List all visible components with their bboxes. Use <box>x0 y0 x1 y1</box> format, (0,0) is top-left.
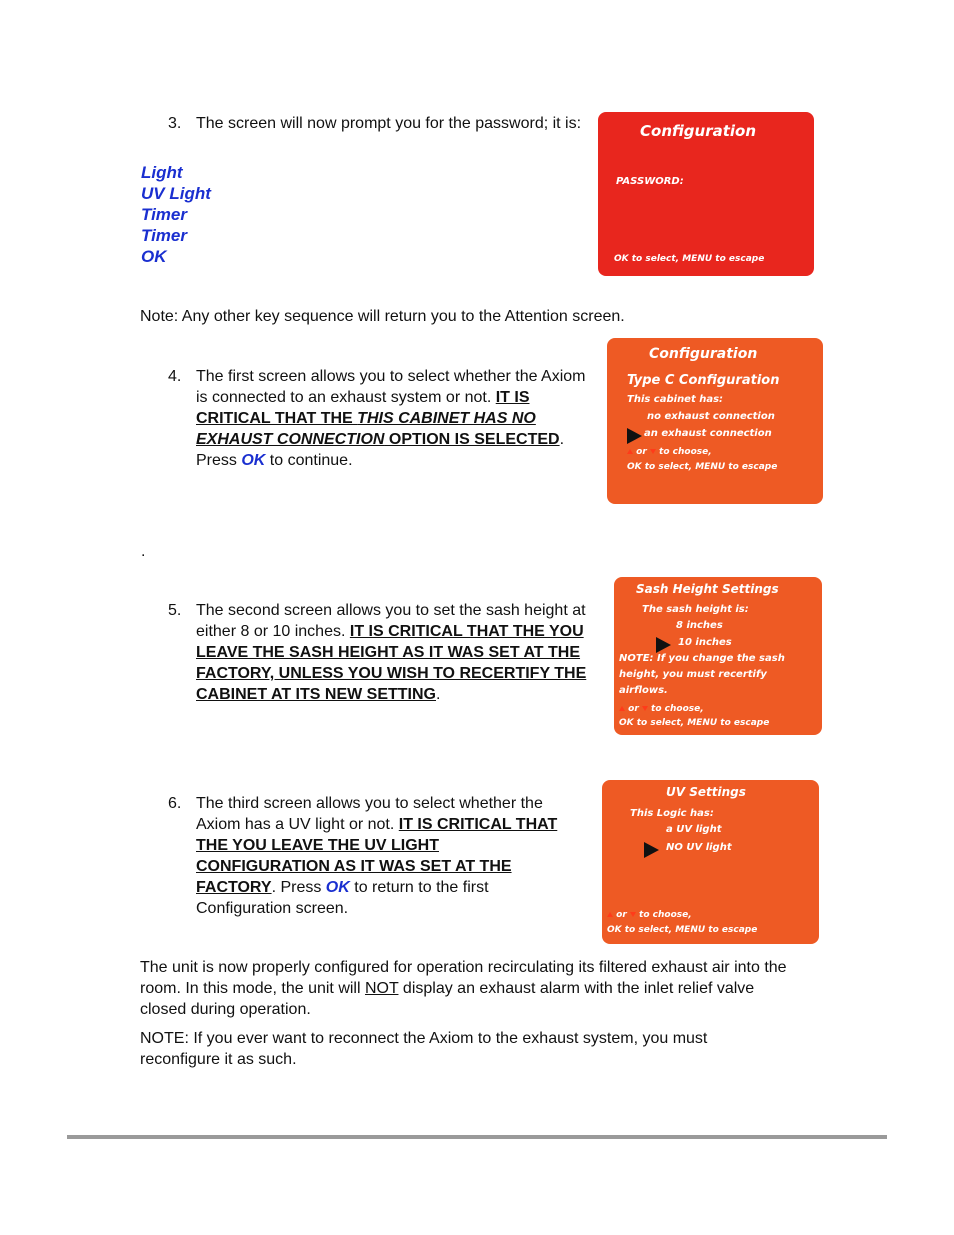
nav-choose: to choose, <box>639 910 692 920</box>
step-text: . <box>436 686 441 703</box>
nav-hint <box>607 910 692 920</box>
sash-height-screen <box>614 577 822 735</box>
option-no-exhaust: no exhaust connection <box>647 411 775 422</box>
ok-key: OK <box>241 452 266 469</box>
option-no-uv-light: NO UV light <box>666 842 732 853</box>
screen-line: This cabinet has: <box>627 394 724 405</box>
step-5 <box>168 600 596 705</box>
critical-warning: IT IS CRITICAL THAT THE YOU LEAVE THE UV LIGHT CONFIGURATION AS IT WAS SET AT THE FACTORY <box>196 816 558 896</box>
password-screen <box>598 112 814 276</box>
nav-hint <box>619 704 704 714</box>
step-text: . Press <box>196 431 565 469</box>
paragraph-emphasis: NOT <box>364 980 399 997</box>
screen-title: Sash Height Settings <box>636 582 779 596</box>
password-key: Light <box>141 163 183 182</box>
nav-choose: to choose, <box>651 704 704 714</box>
screen-footer: OK to select, MENU to escape <box>627 462 778 472</box>
password-key: OK <box>141 247 167 266</box>
sash-note-line: NOTE: If you change the sash <box>619 653 785 664</box>
note-other-key-sequence: Note: Any other key sequence will return you to the Attention screen. <box>140 308 625 325</box>
screen-title: Configuration <box>649 346 758 362</box>
selection-arrow-icon <box>644 839 659 858</box>
step-text: to return to the first Configuration screen. <box>196 879 489 917</box>
step-number: 4. <box>168 368 182 385</box>
option-exhaust: an exhaust connection <box>644 428 772 439</box>
step-text: . Press <box>271 879 326 896</box>
screen-footer: OK to select, MENU to escape <box>607 925 758 935</box>
up-arrow-icon <box>627 449 633 454</box>
step-text: The first screen allows you to select whether the Axiom is connected to an exhaust system or not. <box>196 368 586 406</box>
critical-warning: IT IS CRITICAL THAT THE YOU LEAVE THE SASH HEIGHT AS IT WAS SET AT THE FACTORY, UNLESS YOU WISH TO RECERTIFY THE CABINET AT ITS NEW SETTING <box>196 623 587 703</box>
password-label: PASSWORD: <box>616 176 684 187</box>
down-arrow-icon <box>630 912 636 917</box>
screen-footer: OK to select, MENU to escape <box>614 254 765 264</box>
critical-option: THIS CABINET HAS NO EXHAUST CONNECTION <box>196 410 536 448</box>
reconnect-note: NOTE: If you ever want to reconnect the Axiom to the exhaust system, you must reconfigure it as such. <box>140 1030 708 1068</box>
sash-note-line: airflows. <box>619 685 668 696</box>
step-3 <box>168 113 586 134</box>
step-text: The screen will now prompt you for the password; it is: <box>196 115 582 132</box>
step-text: The second screen allows you to set the sash height at either 8 or 10 inches. <box>196 602 586 640</box>
configured-paragraph <box>140 957 800 1020</box>
screen-title: UV Settings <box>666 785 746 799</box>
uv-settings-screen <box>602 780 819 944</box>
paragraph-text: The unit is now properly configured for operation recirculating its filtered exhaust air into the room. In this mode, the unit will <box>140 959 787 997</box>
step-text: The third screen allows you to select whether the Axiom has a UV light or not. <box>196 795 543 833</box>
ok-key: OK <box>325 879 350 896</box>
up-arrow-icon <box>619 706 625 711</box>
nav-or: or <box>636 447 647 457</box>
type-c-configuration-screen <box>607 338 823 504</box>
footer-divider <box>67 1135 887 1139</box>
sash-note-line: height, you must recertify <box>619 669 767 680</box>
nav-hint <box>627 447 712 457</box>
down-arrow-icon <box>642 706 648 711</box>
step-number: 6. <box>168 795 182 812</box>
step-4 <box>168 366 596 471</box>
screen-line: The sash height is: <box>642 604 749 615</box>
critical-warning: IT IS CRITICAL THAT THE <box>196 389 530 427</box>
screen-title: Configuration <box>640 122 757 140</box>
up-arrow-icon <box>607 912 613 917</box>
step-6 <box>168 793 576 919</box>
password-key: UV Light <box>141 184 211 203</box>
password-key: Timer <box>141 205 187 224</box>
step-number: 5. <box>168 602 182 619</box>
screen-footer: OK to select, MENU to escape <box>619 718 770 728</box>
critical-warning-end: OPTION IS SELECTED <box>384 431 560 448</box>
step-number: 3. <box>168 115 182 132</box>
password-key-list <box>141 162 211 267</box>
screen-line: This Logic has: <box>630 808 714 819</box>
down-arrow-icon <box>650 449 656 454</box>
paragraph-text: display an exhaust alarm with the inlet relief valve closed during operation. <box>140 980 755 1018</box>
nav-choose: to choose, <box>659 447 712 457</box>
option-uv-light: a UV light <box>666 824 722 835</box>
option-10-inches: 10 inches <box>678 637 732 648</box>
step-text: to continue. <box>265 452 353 469</box>
password-key: Timer <box>141 226 187 245</box>
selection-arrow-icon <box>656 634 671 653</box>
screen-subtitle: Type C Configuration <box>627 373 780 388</box>
stray-period: . <box>141 543 146 560</box>
nav-or: or <box>628 704 639 714</box>
nav-or: or <box>616 910 627 920</box>
option-8-inches: 8 inches <box>676 620 723 631</box>
selection-arrow-icon <box>627 425 642 444</box>
